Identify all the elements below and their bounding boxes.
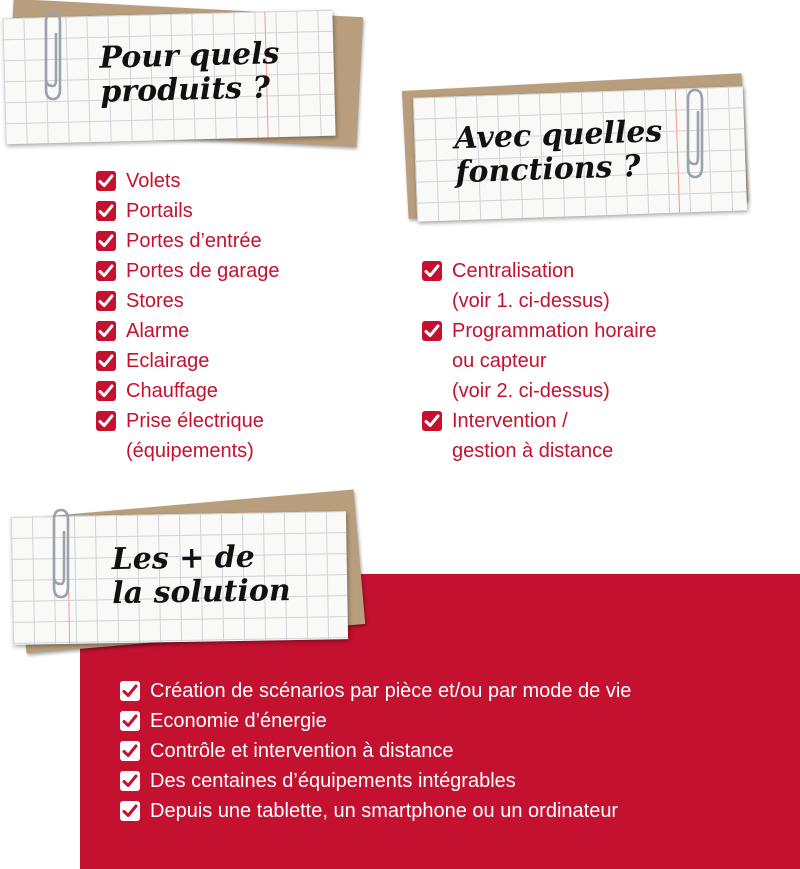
- checkmark-icon: [96, 411, 116, 431]
- list-item: Des centaines d’équipements intégrables: [120, 766, 631, 796]
- list-item: Création de scénarios par pièce et/ou par mode de vie: [120, 676, 631, 706]
- checkmark-icon: [120, 681, 140, 701]
- checkmark-icon: [120, 801, 140, 821]
- list-item: Depuis une tablette, un smartphone ou un ordinateur: [120, 796, 631, 826]
- list-item: Volets: [96, 166, 279, 196]
- list-item: Eclairage: [96, 346, 279, 376]
- checkmark-icon: [120, 771, 140, 791]
- checkmark-icon: [96, 351, 116, 371]
- list-item: Alarme: [96, 316, 279, 346]
- checkmark-icon: [422, 321, 442, 341]
- checkmark-icon: [96, 231, 116, 251]
- paperclip-icon: [46, 502, 76, 602]
- list-item: Portails: [96, 196, 279, 226]
- checkmark-icon: [422, 261, 442, 281]
- list-item: Economie d’énergie: [120, 706, 631, 736]
- card-title-functions: Avec quelles fonctions ?: [453, 114, 663, 190]
- card-title-solution: Les + de la solution: [111, 539, 292, 611]
- products-list: [96, 166, 279, 466]
- list-item: Intervention / gestion à distance: [422, 406, 657, 466]
- card-functions: [395, 72, 755, 232]
- advantages-list: [120, 676, 631, 826]
- list-item: Centralisation (voir 1. ci-dessus): [422, 256, 657, 316]
- card-solution: [0, 492, 370, 662]
- checkmark-icon: [120, 711, 140, 731]
- checkmark-icon: [422, 411, 442, 431]
- checkmark-icon: [96, 261, 116, 281]
- functions-list: [422, 256, 657, 466]
- list-item: Prise électrique (équipements): [96, 406, 279, 466]
- list-item: Programmation horaire ou capteur (voir 2. ci-dessus): [422, 316, 657, 406]
- list-item: Stores: [96, 286, 279, 316]
- list-item: Contrôle et intervention à distance: [120, 736, 631, 766]
- list-item: Portes de garage: [96, 256, 279, 286]
- checkmark-icon: [96, 201, 116, 221]
- paperclip-icon: [38, 4, 68, 104]
- checkmark-icon: [120, 741, 140, 761]
- list-item: Chauffage: [96, 376, 279, 406]
- list-item: Portes d’entrée: [96, 226, 279, 256]
- checkmark-icon: [96, 381, 116, 401]
- paperclip-icon: [680, 82, 710, 182]
- checkmark-icon: [96, 171, 116, 191]
- checkmark-icon: [96, 291, 116, 311]
- checkmark-icon: [96, 321, 116, 341]
- card-products: [0, 0, 360, 160]
- card-title-products: Pour quels produits ?: [99, 36, 280, 110]
